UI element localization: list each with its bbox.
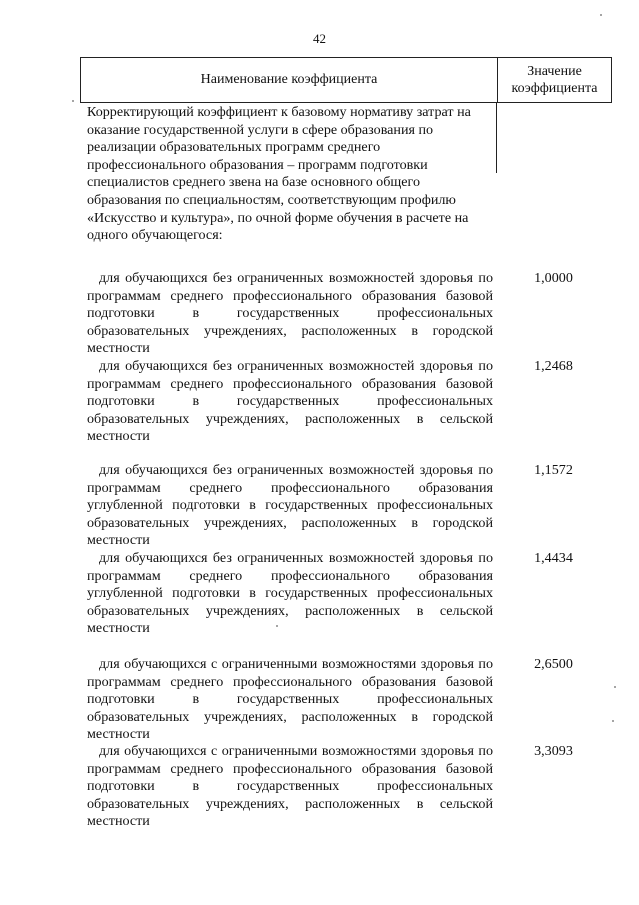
coefficient-row-description: для обучающихся с ограниченными возможностями здоровья по программам среднего профессионального образования базовой подготовки в государственных профессиональных образовательных учреждениях, расположенных в сельской местности xyxy=(87,743,493,830)
page-number: 42 xyxy=(313,31,326,46)
coefficient-value: 1,1572 xyxy=(534,462,573,478)
coefficient-row-description: для обучающихся без ограниченных возможностей здоровья по программам среднего профессионального образования базовой подготовки в государственных профессиональных образовательных учреждениях, расположенных в городской местности xyxy=(87,270,493,357)
coefficient-row-description: для обучающихся без ограниченных возможностей здоровья по программам среднего профессионального образования углубленной подготовки в государственных профессиональных образовательных учреждениях, расположенных в городской местности xyxy=(87,462,493,549)
coefficient-value: 1,4434 xyxy=(534,550,573,566)
table-header xyxy=(80,57,612,103)
scan-speck xyxy=(614,686,616,688)
header-value-cell: Значение коэффициента xyxy=(511,64,598,96)
column-divider xyxy=(496,103,497,173)
scan-speck xyxy=(72,100,74,102)
scan-speck xyxy=(276,625,278,627)
scan-speck xyxy=(612,720,614,722)
coefficient-table xyxy=(80,57,612,832)
coefficient-row-description: для обучающихся без ограниченных возможностей здоровья по программам среднего профессионального образования углубленной подготовки в государственных профессиональных образовательных учреждениях, расположенных в сельской местности xyxy=(87,550,493,637)
coefficient-row-description: для обучающихся без ограниченных возможностей здоровья по программам среднего профессионального образования базовой подготовки в государственных профессиональных образовательных учреждениях, расположенных в сельской местности xyxy=(87,358,493,445)
coefficient-value: 3,3093 xyxy=(534,743,573,759)
coefficient-row-description: для обучающихся с ограниченными возможностями здоровья по программам среднего профессионального образования базовой подготовки в государственных профессиональных образовательных учреждениях, расположенных в городской местности xyxy=(87,656,493,743)
coefficient-value: 2,6500 xyxy=(534,656,573,672)
coefficient-value: 1,2468 xyxy=(534,358,573,374)
intro-text: Корректирующий коэффициент к базовому нормативу затрат на оказание государственной услуги в сфере образования по реализации образовательных программ среднего профессионального образования – программ подготовки специалистов среднего звена на базе основного общего образования по специальностям, соответствующим профилю «Искусство и культура», по очной форме обучения в расчете на одного обучающегося: xyxy=(87,104,471,244)
coefficient-value: 1,0000 xyxy=(534,270,573,286)
header-name-cell: Наименование коэффициента xyxy=(200,72,378,87)
scan-speck xyxy=(600,14,602,16)
